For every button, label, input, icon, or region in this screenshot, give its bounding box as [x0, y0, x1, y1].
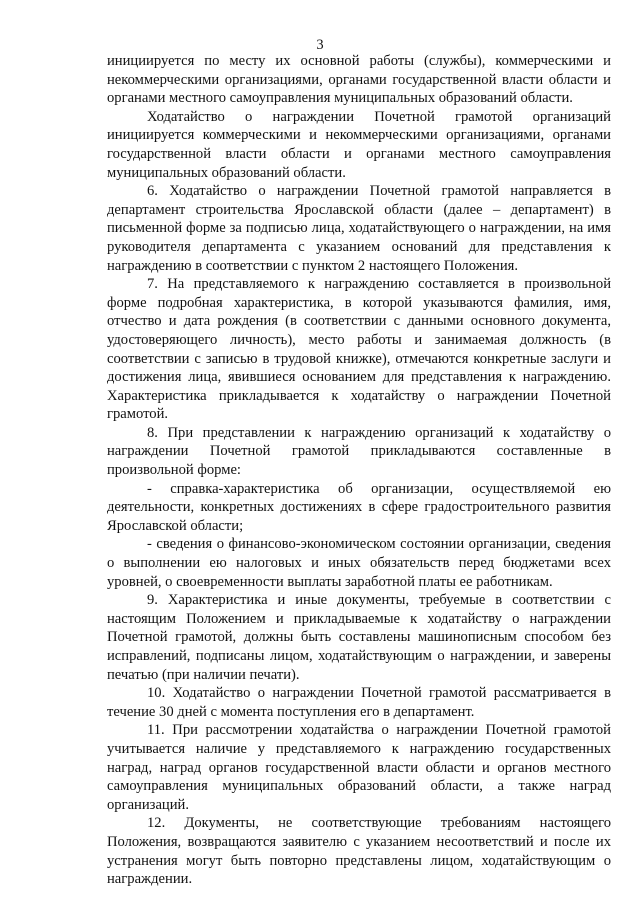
paragraph-item-8: 8. При представлении к награждению организаций к ходатайству о награждении Почетной грамотой прикладываются составленные в произвольной форме: — [107, 424, 611, 479]
page-number: 3 — [316, 37, 324, 53]
paragraph-item-6: 6. Ходатайство о награждении Почетной грамотой направляется в департамент строительства Ярославской области (далее – департамент) в письменной форме за подписью лица, ходатайствующего о награждении, на имя руководителя департамента с указанием оснований для представления к награждению в соответствии с пунктом 2 настоящего Положения. — [107, 183, 611, 274]
list-item-financial-info: - сведения о финансово-экономическом состоянии организации, сведения о выполнении ею налоговых и иных обязательств перед бюджетами всех уровней, о своевременности выплаты заработной платы ее работникам. — [107, 536, 611, 590]
document-body — [107, 52, 611, 889]
paragraph-item-10: 10. Ходатайство о награждении Почетной грамотой рассматривается в течение 30 дней с момента поступления его в департамент. — [107, 685, 611, 720]
paragraph-organizations-petition: Ходатайство о награждении Почетной грамотой организаций инициируется коммерческими и некоммерческими организациями, органами государственной власти области и органами местного самоуправления муниципальных образований области. — [107, 108, 611, 181]
paragraph-item-9: 9. Характеристика и иные документы, требуемые в соответствии с настоящим Положением и прикладываемые к ходатайству о награждении Почетной грамотой, должны быть составлены машинописным способом без исправлений, подписаны лицом, ходатайствующим о награждении, и заверены печатью (при наличии печати). — [107, 592, 611, 683]
paragraph-continuation: инициируется по месту их основной работы (службы), коммерческими и некоммерческими организациями, органами государственной власти области и органами местного самоуправления муниципальных образований области. — [107, 53, 611, 107]
paragraph-item-11: 11. При рассмотрении ходатайства о награждении Почетной грамотой учитывается наличие у представляемого к награждению государственных наград, наград органов государственной власти области и органов местного самоуправления муниципальных образований области, а также наград организаций. — [107, 722, 611, 813]
paragraph-item-7: 7. На представляемого к награждению составляется в произвольной форме подробная характеристика, в которой указываются фамилия, имя, отчество и дата рождения (в соответствии с данными основного документа, удостоверяющего личность), место работы и занимаемая должность (в соответствии с записью в трудовой книжке), отмечаются конкретные заслуги и достижения лица, явившиеся основанием для представления к награждению. Характеристика прикладывается к ходатайству о награждении Почетной грамотой. — [107, 276, 611, 423]
paragraph-item-12: 12. Документы, не соответствующие требованиям настоящего Положения, возвращаются заявителю с указанием несоответствий и после их устранения могут быть повторно представлены лицом, ходатайствующим о награждении. — [107, 815, 611, 888]
list-item-reference: - справка-характеристика об организации, осуществляемой ею деятельности, конкретных достижениях в сфере градостроительного развития Ярославской области; — [107, 480, 611, 534]
